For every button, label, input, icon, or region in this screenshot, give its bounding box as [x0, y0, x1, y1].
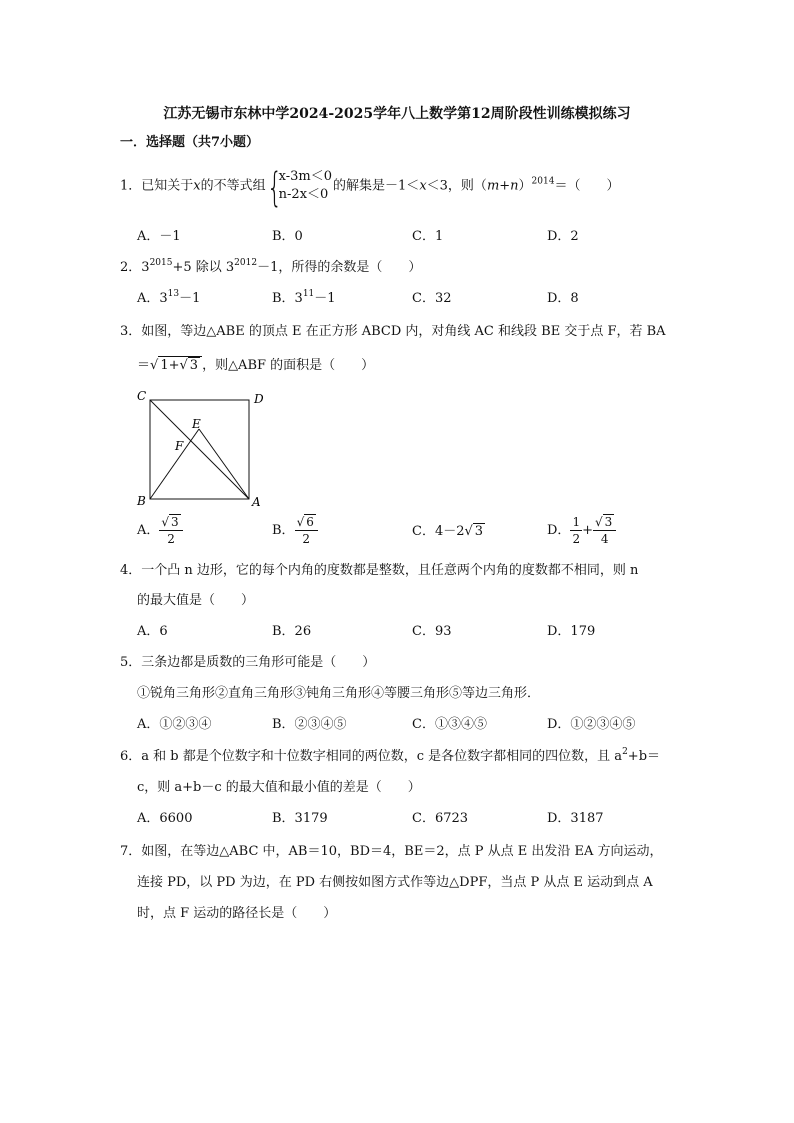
question-6-line2: c，则 a+b－c 的最大值和最小值的差是（ ） — [137, 780, 421, 795]
q3-option-a[interactable]: A． $\frac{√ 3}{2}$ — [137, 514, 183, 547]
q3-option-c[interactable]: C．4－2√ 3 — [412, 524, 484, 539]
question-6: 6．a 和 b 都是个位数字和十位数字相同的两位数，c 是各位数字都相同的四位数，且 $a^2+b=$ — [120, 747, 661, 764]
q2-option-c[interactable]: C．32 — [412, 291, 452, 306]
question-7-line3: 时，点 F 运动的路径长是（ ） — [137, 906, 337, 921]
question-3: 3．如图，等边△ABE 的顶点 E 在正方形 ABCD 内，对角线 AC 和线段 BE 交于点 F，若 BA — [120, 324, 666, 339]
label-c: C — [137, 389, 147, 403]
label-b: B — [137, 494, 146, 508]
q4-option-b[interactable]: B．26 — [272, 624, 312, 639]
q5-option-c[interactable]: C．①③④⑤ — [412, 717, 487, 732]
section-heading: 一．选择题（共7小题） — [120, 135, 260, 150]
q6-option-d[interactable]: D．3187 — [547, 811, 604, 826]
q2-option-a[interactable]: A．$3^{13}-1$ — [137, 289, 201, 306]
diagonal-ac — [150, 400, 249, 499]
q6-option-a[interactable]: A．6600 — [137, 811, 193, 826]
sqrt-icon: √ — [150, 358, 159, 373]
q5-option-d[interactable]: D．①②③④⑤ — [547, 717, 636, 732]
page-title: 江苏无锡市东林中学2024-2025学年八上数学第12周阶段性训练模拟练习 — [163, 106, 631, 122]
geometry-figure — [133, 386, 264, 510]
label-d: D — [254, 392, 264, 406]
q3-option-d[interactable]: D． $\frac{1}{2}$ + $\frac{√ 3}{4}$ — [547, 514, 616, 547]
q5-option-b[interactable]: B．②③④⑤ — [272, 717, 347, 732]
label-f: F — [175, 439, 184, 453]
q1-option-d[interactable]: D．2 — [547, 229, 579, 244]
q2-option-d[interactable]: D．8 — [547, 291, 579, 306]
q4-option-a[interactable]: A．6 — [137, 624, 168, 639]
q2-option-b[interactable]: B．$3^{11}-1$ — [272, 289, 336, 306]
question-1: 1．已知关于x的不等式组 { x-3m＜0 n-2x＜0 的解集是－1＜x＜3，则$(m+n)^{2014}=$（ ） — [120, 165, 620, 211]
q1-option-b[interactable]: B．0 — [272, 229, 303, 244]
q5-option-a[interactable]: A．①②③④ — [137, 717, 212, 732]
question-7: 7．如图，在等边△ABC 中，AB＝10，BD＝4，BE＝2，点 P 从点 E 出发沿 EA 方向运动， — [120, 844, 663, 859]
inequality-system: { x-3m＜0 n-2x＜0 — [266, 165, 333, 211]
question-3-line2: ＝√ 1+√ 3 ，则△ABF 的面积是（ ） — [137, 358, 375, 373]
question-4-line2: 的最大值是（ ） — [137, 593, 255, 608]
radicand: 1+√ 3 — [158, 356, 202, 373]
question-4: 4．一个凸 n 边形，它的每个内角的度数都是整数，且任意两个内角的度数都不相同，则 n — [120, 563, 639, 578]
q4-option-d[interactable]: D．179 — [547, 624, 596, 639]
q6-option-b[interactable]: B．3179 — [272, 811, 328, 826]
label-a: A — [252, 495, 261, 509]
q1-number: 1． — [120, 178, 142, 194]
q6-option-c[interactable]: C．6723 — [412, 811, 469, 826]
segment-ea — [199, 429, 249, 499]
q3-option-b[interactable]: B． $\frac{√ 6}{2}$ — [272, 514, 318, 547]
question-2: 2．$3^{2015}+5$ 除以 $3^{2012}-1$，所得的余数是（ ） — [120, 258, 422, 275]
question-5: 5．三条边都是质数的三角形可能是（ ） — [120, 655, 376, 670]
label-e: E — [192, 417, 201, 431]
question-5-line2: ①锐角三角形②直角三角形③钝角三角形④等腰三角形⑤等边三角形． — [137, 686, 541, 701]
q4-option-c[interactable]: C．93 — [412, 624, 452, 639]
q1-option-c[interactable]: C．1 — [412, 229, 444, 244]
question-7-line2: 连接 PD，以 PD 为边，在 PD 右侧按如图方式作等边△DPF，当点 P 从点 E 运动到点 A — [137, 875, 653, 890]
brace-icon: { — [266, 165, 282, 211]
q1-option-a[interactable]: A．－1 — [137, 229, 181, 244]
